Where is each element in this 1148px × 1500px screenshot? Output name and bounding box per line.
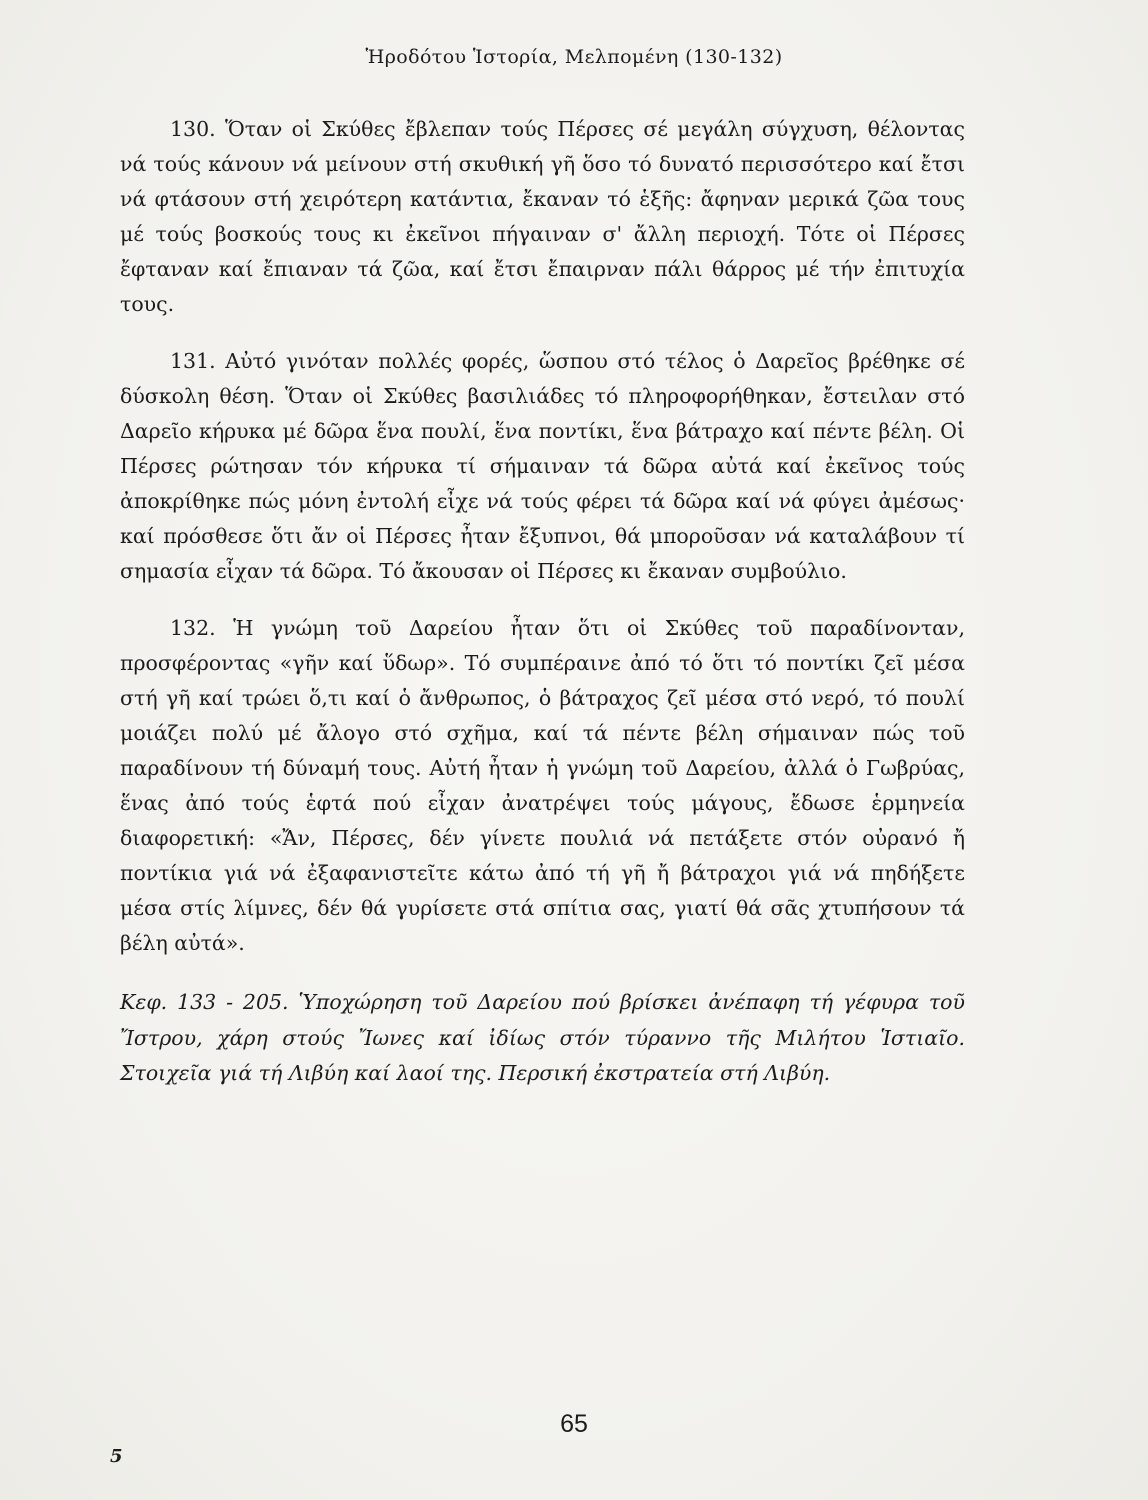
paragraph-130: 130. Ὅταν οἱ Σκύθες ἔβλεπαν τούς Πέρσες σέ μεγάλη σύγχυση, θέλοντας νά τούς κάνουν νά μείνουν στή σκυθική γῆ ὅσο τό δυνατό περισσότερο καί ἔτσι νά φτάσουν στή χειρότερη κατάντια, ἔκαναν τό ἑξῆς: ἄφηναν μερικά ζῶα τους μέ τούς βοσκούς τους κι ἐκεῖνοι πήγαιναν σ' ἄλλη περιοχή. Τότε οἱ Πέρσες ἔφταναν καί ἔπιαναν τά ζῶα, καί ἔτσι ἔπαιρναν πάλι θάρρος μέ τήν ἐπιτυχία τους. — [120, 117, 965, 316]
paragraph-131: 131. Αὐτό γινόταν πολλές φορές, ὥσπου στό τέλος ὁ Δαρεῖος βρέθηκε σέ δύσκολη θέση. Ὅταν οἱ Σκύθες βασιλιάδες τό πληροφορήθηκαν, ἔστειλαν στό Δαρεῖο κήρυκα μέ δῶρα ἕνα πουλί, ἕνα ποντίκι, ἕνα βάτραχο καί πέντε βέλη. Οἱ Πέρσες ρώτησαν τόν κήρυκα τί σήμαιναν τά δῶρα αὐτά καί ἐκεῖνος τούς ἀποκρίθηκε πώς μόνη ἐντολή εἶχε νά τούς φέρει τά δῶρα καί νά φύγει ἀμέσως· καί πρόσθεσε ὅτι ἄν οἱ Πέρσες ἦταν ἔξυπνοι, θά μποροῦσαν νά καταλάβουν τί σημασία εἶχαν τά δῶρα. Τό ἄκουσαν οἱ Πέρσες κι ἔκαναν συμβούλιο. — [120, 349, 965, 583]
signature-mark: 5 — [110, 1446, 123, 1467]
chapter-summary: Κεφ. 133 - 205. Ὑποχώρηση τοῦ Δαρείου πού βρίσκει ἀνέπαφη τή γέφυρα τοῦ Ἴστρου, χάρη στούς Ἴωνες καί ἰδίως στόν τύραννο τῆς Μιλήτου Ἱστιαῖο. Στοιχεῖα γιά τή Λιβύη καί λαοί της. Περσική ἐκστρατεία στή Λιβύη. — [120, 990, 965, 1085]
page-number: 65 — [560, 1410, 588, 1438]
running-head: Ἡροδότου Ἱστορία, Μελπομένη (130-132) — [365, 46, 783, 68]
paragraph-gap — [120, 322, 965, 344]
paragraph-132: 132. Ἡ γνώμη τοῦ Δαρείου ἦταν ὅτι οἱ Σκύθες τοῦ παραδίνονταν, προσφέροντας «γῆν καί ὕδωρ». Τό συμπέραινε ἀπό τό ὅτι τό ποντίκι ζεῖ μέσα στή γῆ καί τρώει ὅ,τι καί ὁ ἄνθρωπος, ὁ βάτραχος ζεῖ μέσα στό νερό, τό πουλί μοιάζει πολύ μέ ἄλογο στό σχῆμα, καί τά πέντε βέλη σήμαιναν πώς τοῦ παραδίνουν τή δύναμή τους. Αὐτή ἦταν ἡ γνώμη τοῦ Δαρείου, ἀλλά ὁ Γωβρύας, ἕνας ἀπό τούς ἑφτά πού εἶχαν ἀνατρέψει τούς μάγους, ἔδωσε ἑρμηνεία διαφορετική: «Ἄν, Πέρσες, δέν γίνετε πουλιά νά πετάξετε στόν οὐρανό ἤ ποντίκια γιά νά ἐξαφανιστεῖτε κάτω ἀπό τή γῆ ἤ βάτραχοι γιά νά πηδήξετε μέσα στίς λίμνες, δέν θά γυρίσετε στά σπίτια σας, γιατί θά σᾶς χτυπήσουν τά βέλη αὐτά». — [120, 616, 965, 955]
paragraph-gap — [120, 589, 965, 611]
body-text — [120, 112, 965, 1092]
